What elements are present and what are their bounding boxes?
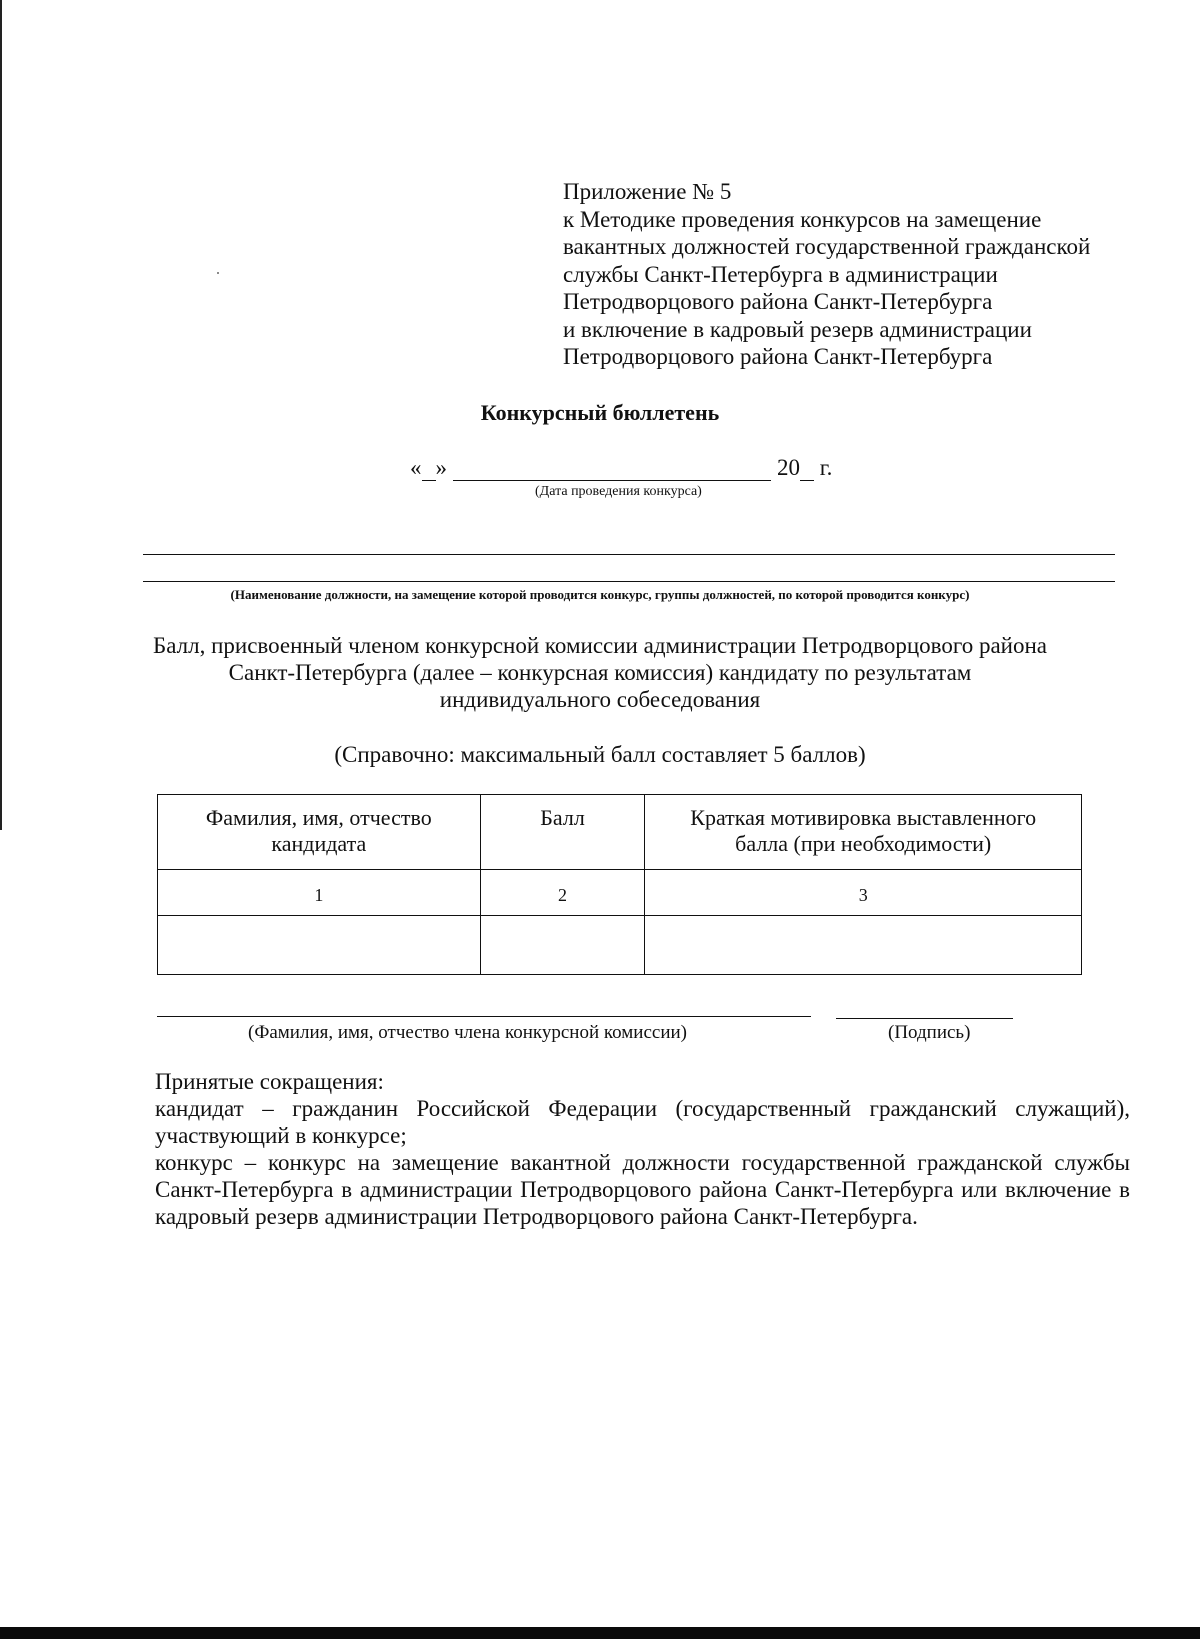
scan-speck (217, 272, 219, 274)
close-quote: » (435, 455, 447, 480)
motivation-cell (645, 916, 1082, 975)
appendix-line: Приложение № 5 (563, 179, 732, 204)
appendix-header (563, 178, 1163, 371)
abbreviation-item: конкурс – конкурс на замещение вакантной должности государственной гражданской службы Санкт-Петербурга в администрации Петродворцового района Санкт-Петербурга или включение в кадровый резерв администрации Петродворцового района Санкт-Петербурга. (155, 1150, 1130, 1229)
header-candidate-name (158, 795, 481, 870)
appendix-line: и включение в кадровый резерв администрации (563, 316, 1032, 342)
table-row (158, 916, 1082, 975)
column-number-2: 2 (480, 870, 645, 916)
signature-name-caption: (Фамилия, имя, отчество члена конкурсной комиссии) (248, 1022, 687, 1043)
date-caption: (Дата проведения конкурса) (535, 484, 702, 499)
header-motivation (645, 795, 1082, 870)
column-number-3: 3 (645, 870, 1082, 916)
score-cell (480, 916, 645, 975)
header-text: Фамилия, имя, отчество (205, 805, 432, 830)
ballot-table (157, 794, 1082, 975)
header-score (480, 795, 645, 870)
year-prefix: 20 (777, 455, 800, 480)
header-text: балла (при необходимости) (735, 831, 992, 856)
score-description-line: индивидуального собеседования (439, 687, 761, 712)
abbreviation-item: кандидат – гражданин Российской Федерации (государственный гражданский служащий), участвующий в конкурсе; (155, 1096, 1130, 1148)
reference-note: (Справочно: максимальный балл составляет 5 баллов) (334, 742, 866, 767)
score-description-line: Балл, присвоенный членом конкурсной комиссии администрации Петродворцового района (153, 633, 1047, 658)
appendix-line: Петродворцового района Санкт-Петербурга (563, 344, 993, 369)
day-blank (422, 460, 436, 481)
abbreviations-heading: Принятые сокращения: (155, 1069, 384, 1094)
table-header-row (158, 795, 1082, 870)
position-line-2 (143, 581, 1115, 582)
appendix-line: Петродворцового района Санкт-Петербурга (563, 289, 993, 314)
header-text: Балл (540, 805, 585, 830)
header-text: Краткая мотивировка выставленного (690, 805, 1037, 830)
position-line-1 (143, 554, 1115, 555)
appendix-line: к Методике проведения конкурсов на замещение (563, 206, 1042, 232)
table-row (158, 870, 1082, 916)
position-caption: (Наименование должности, на замещение которой проводится конкурс, группы должностей, по которой проводится конкурс) (230, 587, 970, 602)
date-field (410, 455, 832, 481)
signature-name-line (157, 1016, 811, 1017)
open-quote: « (410, 455, 422, 480)
header-text: кандидата (271, 831, 367, 856)
year-suffix: г. (819, 455, 833, 480)
score-description (100, 632, 1100, 713)
score-description-line: Санкт-Петербурга (далее – конкурсная комиссия) кандидату по результатам (228, 660, 972, 685)
column-number-1: 1 (158, 870, 481, 916)
appendix-line: службы Санкт-Петербурга в администрации (563, 261, 998, 287)
scan-edge-bottom (0, 1627, 1200, 1639)
abbreviations (155, 1068, 1130, 1230)
appendix-line: вакантных должностей государственной гражданской (563, 234, 1091, 259)
candidate-name-cell (158, 916, 481, 975)
year-blank (800, 460, 814, 481)
month-blank (453, 460, 771, 481)
document-title: Конкурсный бюллетень (480, 400, 720, 425)
signature-sign-line (836, 1018, 1013, 1019)
signature-sign-caption: (Подпись) (888, 1022, 971, 1043)
